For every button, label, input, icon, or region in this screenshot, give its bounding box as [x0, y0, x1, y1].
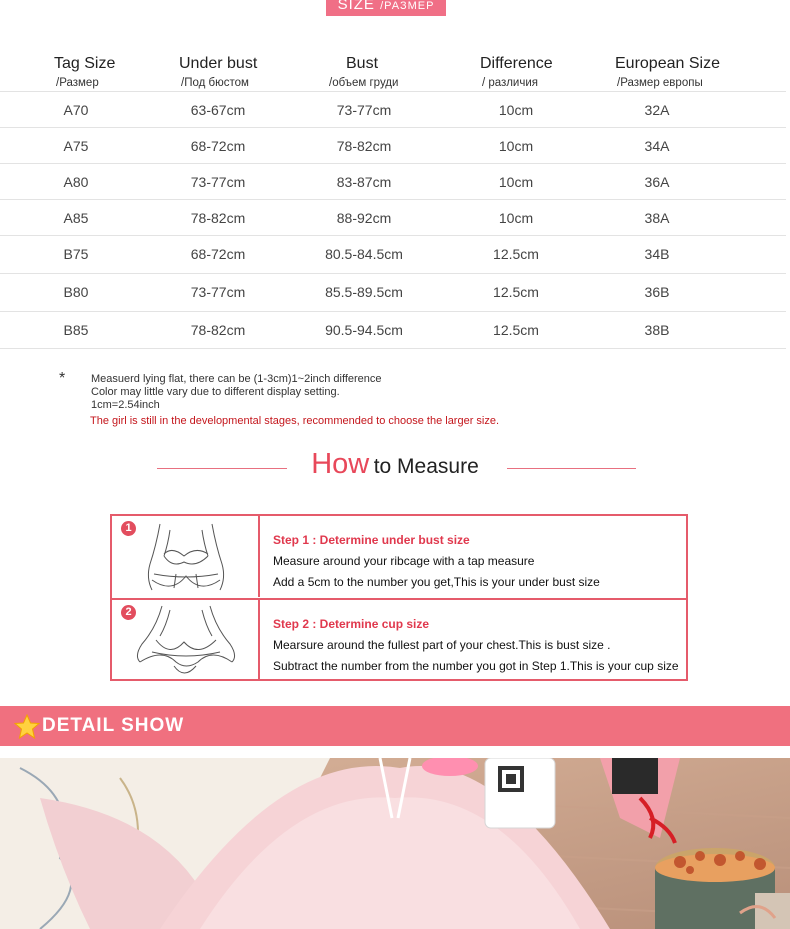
- cell-under-bust: 78-82cm: [190, 210, 246, 226]
- cell-european-size: 36A: [644, 174, 670, 190]
- cell-tag-size: B80: [63, 284, 89, 300]
- step-1-text: [273, 530, 600, 593]
- step-2-line-1: Mearsure around the fullest part of your chest.This is bust size .: [273, 638, 611, 652]
- cell-tag-size: B85: [63, 322, 89, 338]
- cell-difference: 10cm: [498, 210, 534, 226]
- header-difference: Difference: [480, 55, 553, 72]
- size-tab-separator: /: [380, 0, 385, 12]
- how-title-small: to Measure: [373, 455, 479, 478]
- header-under-bust-ru: /Под бюстом: [181, 77, 249, 89]
- size-tab-subtitle: РАЗМЕР: [384, 0, 435, 12]
- cell-difference: 10cm: [498, 102, 534, 118]
- how-to-measure-title: [0, 448, 790, 481]
- cell-difference: 10cm: [498, 174, 534, 190]
- cell-bust: 78-82cm: [336, 138, 392, 154]
- cell-tag-size: A85: [63, 210, 89, 226]
- cell-european-size: 34A: [644, 138, 670, 154]
- measure-steps-box: [110, 514, 688, 681]
- step-1-line-2: Add a 5cm to the number you get,This is your under bust size: [273, 575, 600, 589]
- cell-under-bust: 68-72cm: [190, 246, 246, 262]
- cell-tag-size: A70: [63, 102, 89, 118]
- cell-european-size: 38B: [644, 322, 670, 338]
- step-row: [112, 598, 686, 681]
- step-1-title: Step 1 : Determine under bust size: [273, 533, 470, 547]
- step-2-title: Step 2 : Determine cup size: [273, 617, 430, 631]
- cell-difference: 12.5cm: [493, 322, 539, 338]
- header-european-size: European Size: [615, 55, 720, 72]
- cell-european-size: 36B: [644, 284, 670, 300]
- cell-bust: 90.5-94.5cm: [325, 322, 403, 338]
- cell-bust: 80.5-84.5cm: [325, 246, 403, 262]
- note-asterisk: *: [59, 370, 66, 387]
- table-row: [0, 311, 786, 349]
- size-tab-title: SIZE: [337, 0, 375, 13]
- cell-difference: 10cm: [498, 138, 534, 154]
- note-line-2: Color may little vary due to different display setting.: [91, 386, 340, 398]
- star-icon: [14, 714, 40, 739]
- table-row: [0, 127, 786, 164]
- header-bust-ru: /объем груди: [329, 77, 399, 89]
- cell-bust: 88-92cm: [336, 210, 392, 226]
- cell-difference: 12.5cm: [493, 284, 539, 300]
- step-number-badge: 1: [121, 521, 136, 536]
- how-title-big: How: [311, 448, 370, 480]
- note-line-1: Measuerd lying flat, there can be (1-3cm)1~2inch difference: [91, 373, 382, 385]
- note-line-3: 1cm=2.54inch: [91, 399, 160, 411]
- header-under-bust: Under bust: [179, 55, 258, 72]
- cell-tag-size: A80: [63, 174, 89, 190]
- step-1-line-1: Measure around your ribcage with a tap measure: [273, 554, 535, 568]
- note-warning: The girl is still in the developmental stages, recommended to choose the larger size.: [90, 415, 500, 427]
- size-tab: [326, 0, 446, 16]
- cell-difference: 12.5cm: [493, 246, 539, 262]
- cell-bust: 73-77cm: [336, 102, 392, 118]
- cell-under-bust: 68-72cm: [190, 138, 246, 154]
- table-row: [0, 199, 786, 236]
- cell-tag-size: B75: [63, 246, 89, 262]
- step-2-line-2: Subtract the number from the number you got in Step 1.This is your cup size: [273, 659, 679, 673]
- cell-under-bust: 73-77cm: [190, 284, 246, 300]
- header-difference-ru: / различия: [482, 77, 538, 89]
- step-1-illustration: [112, 516, 260, 597]
- product-photo-image: [0, 758, 790, 929]
- detail-show-title: DETAIL SHOW: [42, 715, 185, 736]
- header-tag-size-ru: /Размер: [56, 77, 99, 89]
- step-number-badge: 2: [121, 605, 136, 620]
- cell-european-size: 34B: [644, 246, 670, 262]
- cell-under-bust: 78-82cm: [190, 322, 246, 338]
- product-photo: [0, 758, 790, 929]
- table-row: [0, 163, 786, 200]
- table-row: [0, 235, 786, 272]
- table-row: [0, 91, 786, 128]
- table-row: [0, 273, 786, 310]
- detail-show-banner: [0, 706, 790, 746]
- cell-european-size: 32A: [644, 102, 670, 118]
- step-2-text: [273, 614, 679, 677]
- cell-bust: 83-87cm: [336, 174, 392, 190]
- cell-european-size: 38A: [644, 210, 670, 226]
- header-tag-size: Tag Size: [54, 55, 116, 72]
- step-row: [112, 516, 686, 597]
- cell-bust: 85.5-89.5cm: [325, 284, 403, 300]
- header-bust: Bust: [346, 55, 379, 72]
- step-2-illustration: [112, 600, 260, 681]
- cell-tag-size: A75: [63, 138, 89, 154]
- cell-under-bust: 63-67cm: [190, 102, 246, 118]
- cell-under-bust: 73-77cm: [190, 174, 246, 190]
- header-european-size-ru: /Размер европы: [617, 77, 703, 89]
